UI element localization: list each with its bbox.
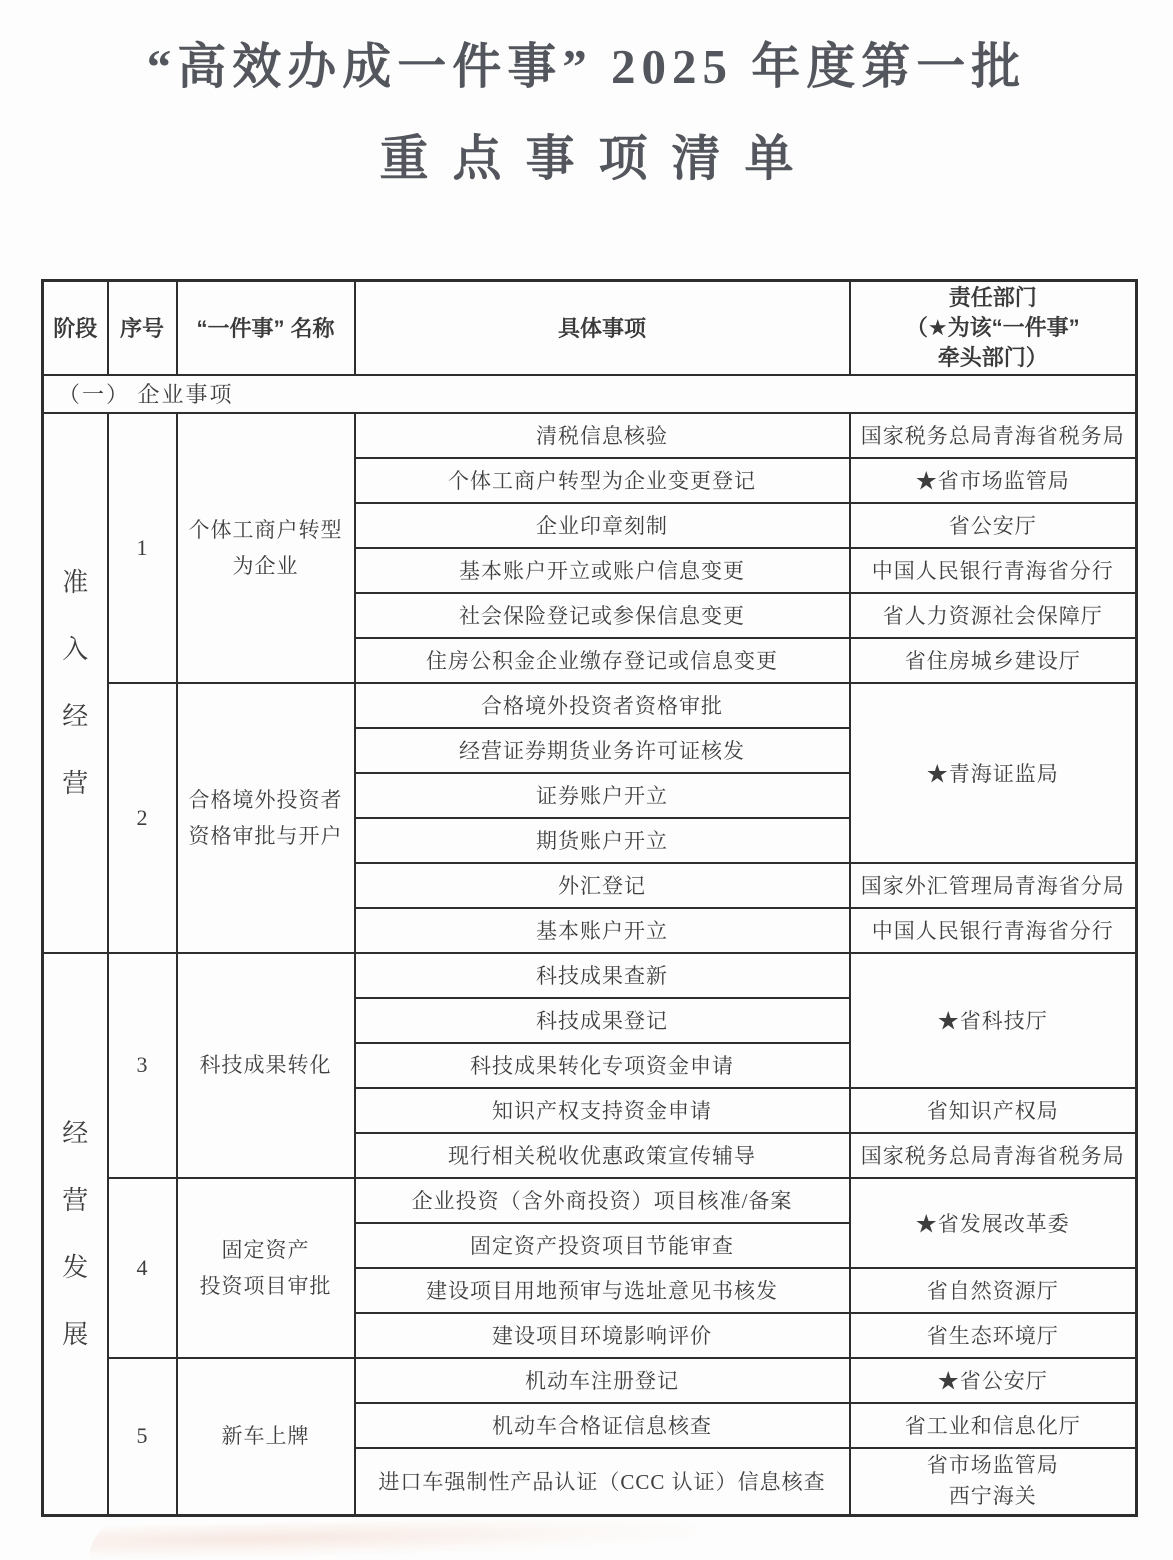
task-cell: 进口车强制性产品认证（CCC 认证）信息核查 [355,1448,850,1516]
task-cell: 期货账户开立 [355,818,850,863]
stage-char: 准 [62,567,89,597]
dept-header-line-2: （★为该“一件事” [905,314,1080,340]
dept-cell: 国家税务总局青海省税务局 [850,413,1137,458]
col-header-stage: 阶段 [43,281,108,375]
task-cell: 企业投资（含外商投资）项目核准/备案 [355,1178,850,1223]
item-name-cell [177,1178,355,1358]
stage-char: 发 [62,1252,89,1282]
task-cell: 住房公积金企业缴存登记或信息变更 [355,638,850,683]
task-cell: 基本账户开立 [355,908,850,953]
task-cell: 科技成果查新 [355,953,850,998]
stage-cell-operation-development [43,953,108,1516]
dept-cell: 国家外汇管理局青海省分局 [850,863,1137,908]
dept-cell: 省公安厅 [850,503,1137,548]
task-cell: 科技成果转化专项资金申请 [355,1043,850,1088]
stage-char: 入 [62,634,89,664]
item-name-line: 科技成果转化 [199,1053,332,1077]
table-header-row [43,281,1137,375]
title-line-1: “高效办成一件事” 2025 年度第一批 [146,39,1027,94]
col-header-dept [850,281,1137,375]
dept-cell: 省知识产权局 [850,1088,1137,1133]
col-header-no: 序号 [108,281,177,375]
item-name-cell [177,683,355,953]
dept-cell: ★省公安厅 [850,1358,1137,1403]
stage-cell-entry-operation [43,413,108,953]
item-no-cell: 2 [108,683,177,953]
stage-char: 营 [62,1185,89,1215]
stage-char: 经 [62,701,89,731]
task-cell: 知识产权支持资金申请 [355,1088,850,1133]
stage-char: 展 [62,1319,89,1349]
item-no-cell: 4 [108,1178,177,1358]
dept-cell: 省工业和信息化厅 [850,1403,1137,1448]
task-cell: 清税信息核验 [355,413,850,458]
task-cell: 证券账户开立 [355,773,850,818]
stage-vertical-label [48,549,103,817]
table-row [43,683,1137,728]
stage-char: 经 [62,1118,89,1148]
task-cell: 机动车注册登记 [355,1358,850,1403]
dept-cell: 省人力资源社会保障厅 [850,593,1137,638]
document-title [0,34,1173,192]
dept-cell: 中国人民银行青海省分行 [850,548,1137,593]
item-name-line: 个体工商户转型 [188,517,343,542]
dept-cell: 省自然资源厅 [850,1268,1137,1313]
item-name-line: 固定资产 [221,1237,310,1262]
task-cell: 建设项目环境影响评价 [355,1313,850,1358]
item-name-line: 合格境外投资者 [188,787,343,812]
item-name-line: 资格审批与开户 [188,823,343,848]
dept-cell: 国家税务总局青海省税务局 [850,1133,1137,1178]
item-name-line: 投资项目审批 [199,1273,332,1298]
task-cell: 社会保险登记或参保信息变更 [355,593,850,638]
watermark-smudge [85,1516,704,1560]
section-row [43,375,1137,413]
dept-cell: 中国人民银行青海省分行 [850,908,1137,953]
task-cell: 现行相关税收优惠政策宣传辅导 [355,1133,850,1178]
table-row [43,413,1137,458]
section-label: （一） 企业事项 [43,375,1137,413]
task-cell: 个体工商户转型为企业变更登记 [355,458,850,503]
item-name-cell [177,953,355,1178]
item-no-cell: 5 [108,1358,177,1516]
table-row [43,1178,1137,1223]
dept-cell: ★青海证监局 [850,683,1137,863]
key-items-table [41,279,1138,1517]
dept-line: 省市场监管局 [926,1453,1059,1478]
dept-cell: ★省发展改革委 [850,1178,1137,1268]
item-name-cell [177,413,355,683]
dept-cell [850,1448,1137,1516]
stage-vertical-label [48,1100,103,1368]
item-no-cell: 1 [108,413,177,683]
task-cell: 科技成果登记 [355,998,850,1043]
dept-header-line-3: 牵头部门） [937,344,1048,370]
task-cell: 企业印章刻制 [355,503,850,548]
task-cell: 基本账户开立或账户信息变更 [355,548,850,593]
item-name-cell [177,1358,355,1516]
table-row [43,1358,1137,1403]
col-header-task: 具体事项 [355,281,850,375]
table-container [41,279,1138,1517]
table-row [43,953,1137,998]
dept-line: 西宁海关 [948,1484,1037,1509]
task-cell: 外汇登记 [355,863,850,908]
stage-char: 营 [62,768,89,798]
task-cell: 机动车合格证信息核查 [355,1403,850,1448]
dept-cell: 省住房城乡建设厅 [850,638,1137,683]
task-cell: 建设项目用地预审与选址意见书核发 [355,1268,850,1313]
task-cell: 固定资产投资项目节能审查 [355,1223,850,1268]
dept-cell: ★省市场监管局 [850,458,1137,503]
item-name-line: 新车上牌 [221,1424,310,1449]
task-cell: 合格境外投资者资格审批 [355,683,850,728]
dept-header-line-1: 责任部门 [948,284,1037,310]
dept-cell: ★省科技厅 [850,953,1137,1088]
item-name-line: 为企业 [232,553,299,578]
dept-cell: 省生态环境厅 [850,1313,1137,1358]
title-line-2: 重点事项清单 [379,131,818,186]
item-no-cell: 3 [108,953,177,1178]
task-cell: 经营证券期货业务许可证核发 [355,728,850,773]
col-header-name: “一件事” 名称 [177,281,355,375]
